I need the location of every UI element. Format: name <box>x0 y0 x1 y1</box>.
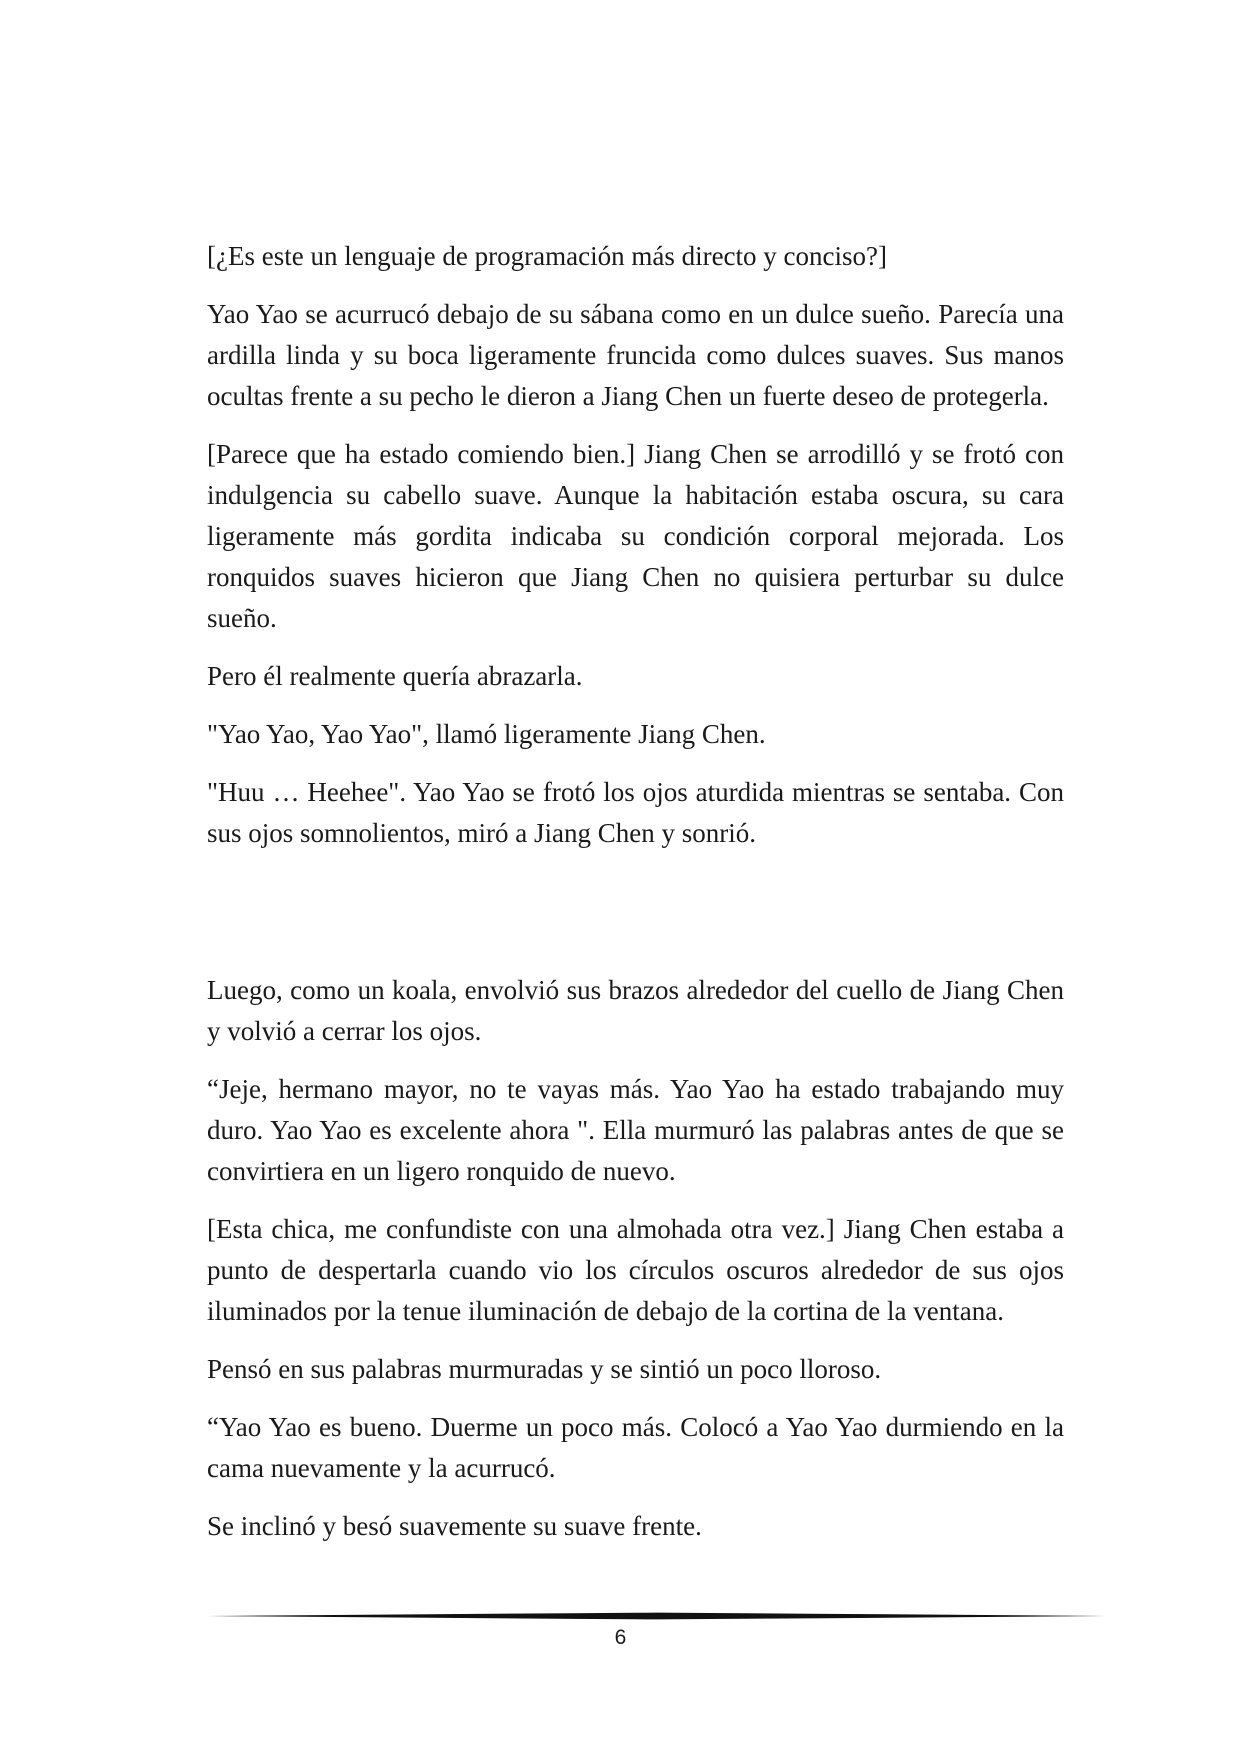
paragraph: "Yao Yao, Yao Yao", llamó ligeramente Jiang Chen. <box>207 719 766 749</box>
paragraph: Pensó en sus palabras murmuradas y se sintió un poco lloroso. <box>207 1354 882 1384</box>
paragraph: [Esta chica, me confundiste con una almohada otra vez.] Jiang Chen estaba a punto de despertarla cuando vio los círculos oscuros alrededor de sus ojos iluminados por la tenue iluminación de debajo de la cortina de la ventana. <box>207 1214 1064 1326</box>
paragraph: Yao Yao se acurrucó debajo de su sábana como en un dulce sueño. Parecía una ardilla linda y su boca ligeramente fruncida como dulces suaves. Sus manos ocultas frente a su pecho le dieron a Jiang Chen un fuerte deseo de protegerla. <box>207 299 1064 411</box>
body-text-bottom <box>207 970 1064 1564</box>
footer-divider <box>207 1612 1107 1620</box>
paragraph: “Jeje, hermano mayor, no te vayas más. Yao Yao ha estado trabajando muy duro. Yao Yao es excelente ahora ". Ella murmuró las palabras antes de que se convirtiera en un ligero ronquido de nuevo. <box>207 1074 1064 1186</box>
page-number: 6 <box>614 1626 627 1649</box>
paragraph: Luego, como un koala, envolvió sus brazos alrededor del cuello de Jiang Chen y volvió a cerrar los ojos. <box>207 975 1064 1046</box>
paragraph: "Huu … Heehee". Yao Yao se frotó los ojos aturdida mientras se sentaba. Con sus ojos somnolientos, miró a Jiang Chen y sonrió. <box>207 777 1064 848</box>
paragraph: [¿Es este un lenguaje de programación más directo y conciso?] <box>207 241 887 271</box>
paragraph: Pero él realmente quería abrazarla. <box>207 661 583 691</box>
paragraph: “Yao Yao es bueno. Duerme un poco más. Colocó a Yao Yao durmiendo en la cama nuevamente y la acurrucó. <box>207 1412 1064 1483</box>
paragraph: [Parece que ha estado comiendo bien.] Jiang Chen se arrodilló y se frotó con indulgencia su cabello suave. Aunque la habitación estaba oscura, su cara ligeramente más gordita indicaba su condición corporal mejorada. Los ronquidos suaves hicieron que Jiang Chen no quisiera perturbar su dulce sueño. <box>207 439 1064 633</box>
paragraph: Se inclinó y besó suavemente su suave frente. <box>207 1511 702 1541</box>
body-text-top <box>207 236 1064 871</box>
